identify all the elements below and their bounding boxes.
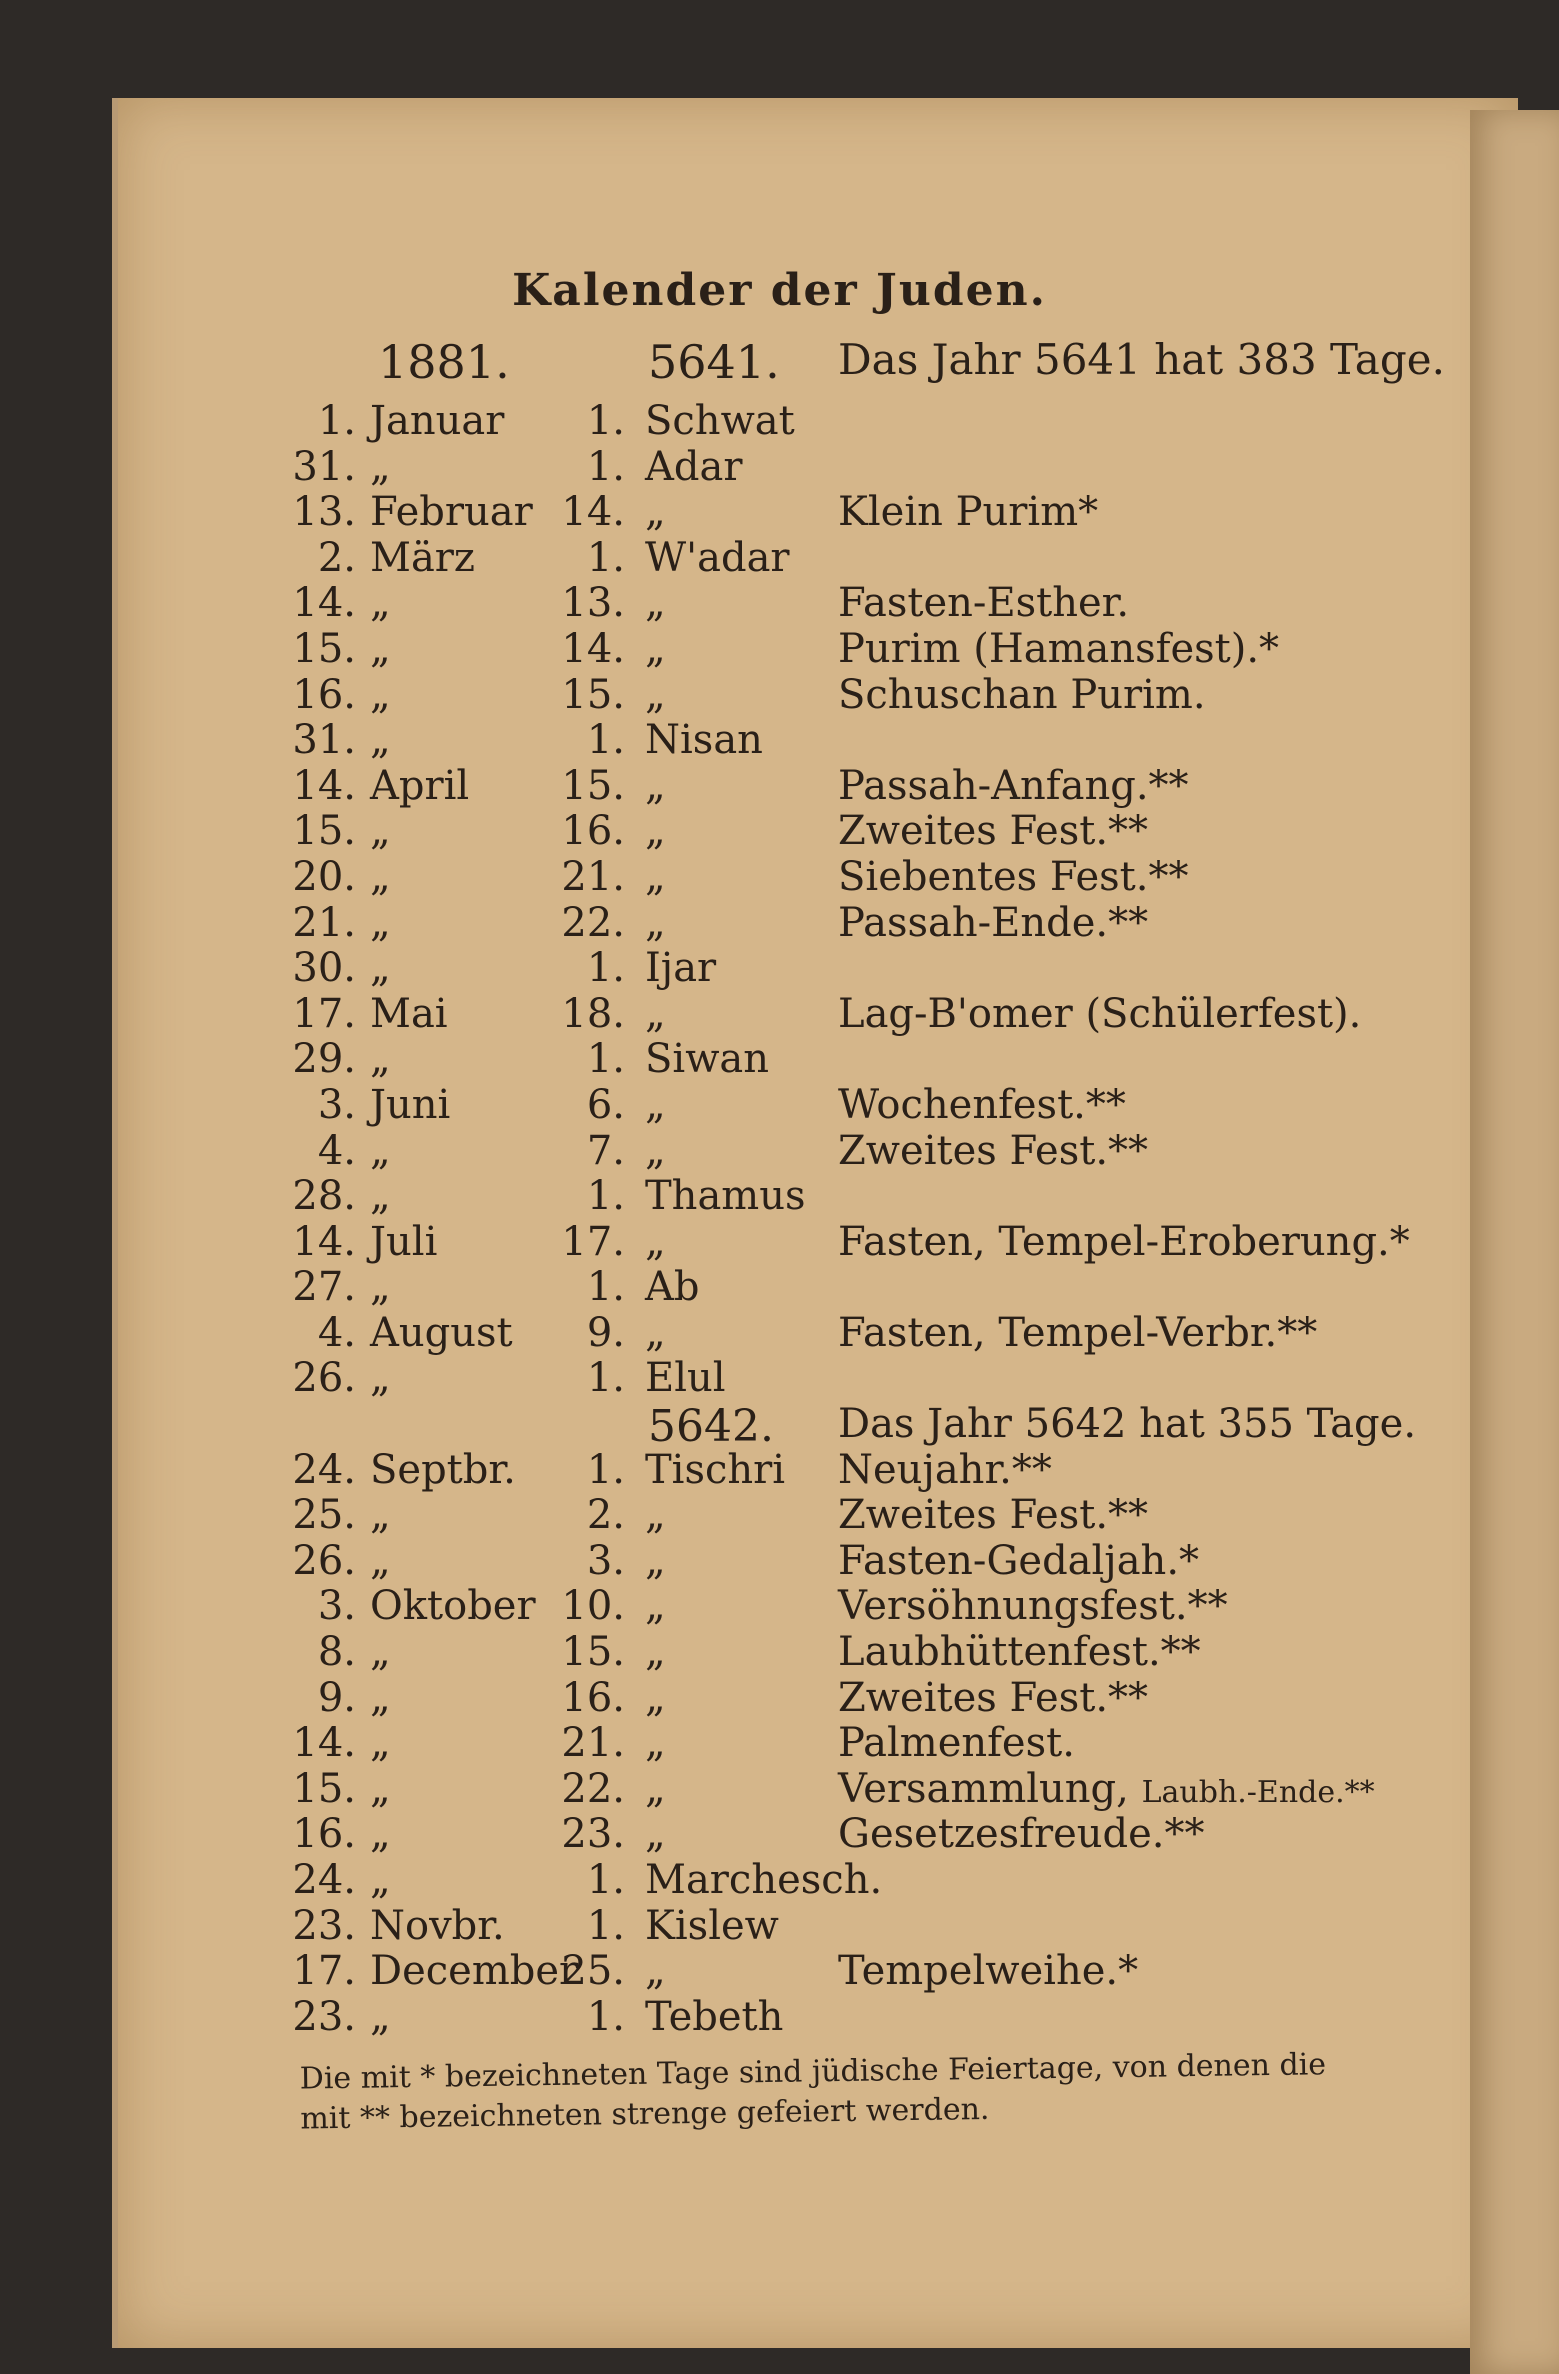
month-cell: „ — [370, 717, 391, 764]
month-cell: „ — [370, 443, 391, 490]
table-row — [0, 1994, 1559, 2040]
hebrew-day-cell: 1. — [586, 398, 625, 444]
table-row — [0, 1857, 1559, 1903]
hebrew-day-cell: 25. — [561, 1948, 625, 1995]
hebrew-day-cell: 21. — [561, 853, 625, 900]
month-cell: Oktober — [370, 1583, 536, 1630]
table-row — [0, 1264, 1559, 1310]
header-hebrew-year: 5641. — [648, 335, 780, 389]
hebrew-month-cell: „ — [645, 625, 666, 672]
hebrew-month-cell: „ — [645, 1583, 666, 1630]
table-row — [0, 398, 1559, 444]
hebrew-month-cell: „ — [645, 1629, 666, 1676]
hebrew-month-cell: Thamus — [645, 1173, 806, 1220]
day-cell: 13. — [292, 489, 356, 536]
day-cell: 3. — [317, 1081, 356, 1128]
hebrew-month-cell: Ab — [645, 1264, 700, 1311]
day-cell: 28. — [292, 1173, 356, 1220]
note-cell: Palmenfest. — [838, 1720, 1075, 1767]
table-row — [0, 1355, 1559, 1401]
hebrew-month-cell: Adar — [645, 443, 743, 490]
month-cell: „ — [370, 1264, 391, 1311]
hebrew-month-cell: „ — [645, 1537, 666, 1584]
hebrew-month-cell: „ — [645, 899, 666, 946]
header2-year-note: Das Jahr 5642 hat 355 Tage. — [838, 1401, 1417, 1448]
month-cell: „ — [370, 1036, 391, 1083]
hebrew-day-cell: 7. — [586, 1127, 625, 1174]
hebrew-day-cell: 1. — [586, 1902, 625, 1949]
day-cell: 14. — [292, 1720, 356, 1767]
table-row — [0, 535, 1559, 581]
day-cell: 4. — [317, 1309, 356, 1356]
hebrew-day-cell: 1. — [586, 443, 625, 490]
footnote: Die mit * bezeichneten Tage sind jüdische Feiertage, von denen die mit ** bezeichneten strenge gefeiert werden. — [299, 2047, 1327, 2137]
header-year: 1881. — [378, 335, 510, 389]
note-cell: Klein Purim* — [838, 489, 1099, 536]
day-cell: 3. — [317, 1583, 356, 1630]
month-cell: „ — [370, 1765, 391, 1812]
note-cell: Purim (Hamansfest).* — [838, 625, 1280, 672]
month-cell: „ — [370, 853, 391, 900]
hebrew-day-cell: 1. — [586, 1446, 625, 1493]
table-row — [0, 1219, 1559, 1265]
note-cell: Zweites Fest.** — [838, 1127, 1149, 1174]
hebrew-day-cell: 23. — [561, 1811, 625, 1858]
month-cell: „ — [370, 899, 391, 946]
day-cell: 1. — [317, 398, 356, 444]
note-cell: Versöhnungsfest.** — [838, 1583, 1228, 1630]
hebrew-day-cell: 1. — [586, 1173, 625, 1220]
day-cell: 16. — [292, 671, 356, 718]
month-cell: „ — [370, 1993, 391, 2040]
hebrew-day-cell: 14. — [561, 625, 625, 672]
table-row — [0, 580, 1559, 626]
hebrew-month-cell: „ — [645, 671, 666, 718]
hebrew-day-cell: 14. — [561, 489, 625, 536]
day-cell: 30. — [292, 945, 356, 992]
hebrew-month-cell: „ — [645, 762, 666, 809]
hebrew-day-cell: 1. — [586, 717, 625, 764]
year-divider-row — [0, 1401, 1559, 1453]
hebrew-month-cell: „ — [645, 853, 666, 900]
month-cell: „ — [370, 945, 391, 992]
hebrew-month-cell: Kislew — [645, 1902, 779, 1949]
hebrew-day-cell: 6. — [586, 1081, 625, 1128]
table-row — [0, 1629, 1559, 1675]
note-cell: Laubhüttenfest.** — [838, 1629, 1201, 1676]
month-cell: „ — [370, 808, 391, 855]
hebrew-day-cell: 15. — [561, 1629, 625, 1676]
month-cell: „ — [370, 1811, 391, 1858]
hebrew-day-cell: 22. — [561, 1765, 625, 1812]
day-cell: 14. — [292, 1218, 356, 1265]
hebrew-month-cell: „ — [645, 580, 666, 627]
hebrew-month-cell: „ — [645, 808, 666, 855]
table-row — [0, 717, 1559, 763]
hebrew-day-cell: 3. — [586, 1537, 625, 1584]
note-cell: Fasten-Esther. — [838, 580, 1130, 627]
hebrew-month-cell: Marchesch. — [645, 1857, 883, 1903]
day-cell: 20. — [292, 853, 356, 900]
header2-hebrew-year: 5642. — [648, 1401, 774, 1453]
day-cell: 15. — [292, 1765, 356, 1812]
hebrew-month-cell: „ — [645, 1811, 666, 1858]
hebrew-month-cell: Tebeth — [645, 1993, 784, 2040]
hebrew-month-cell: Nisan — [645, 717, 763, 764]
table-row — [0, 1082, 1559, 1128]
hebrew-month-cell: „ — [645, 1081, 666, 1128]
table-row — [0, 1310, 1559, 1356]
note-cell: Wochenfest.** — [838, 1081, 1126, 1128]
note-cell: Schuschan Purim. — [838, 671, 1206, 718]
note-cell: Tempelweihe.* — [838, 1948, 1139, 1995]
table-row — [0, 854, 1559, 900]
hebrew-day-cell: 16. — [561, 808, 625, 855]
hebrew-day-cell: 10. — [561, 1583, 625, 1630]
table-row — [0, 945, 1559, 991]
month-cell: „ — [370, 1674, 391, 1721]
hebrew-day-cell: 13. — [561, 580, 625, 627]
hebrew-month-cell: Elul — [645, 1355, 726, 1402]
table-row — [0, 626, 1559, 672]
note-cell: Fasten, Tempel-Verbr.** — [838, 1309, 1318, 1356]
month-cell: „ — [370, 1173, 391, 1220]
hebrew-month-cell: „ — [645, 1674, 666, 1721]
table-row — [0, 1675, 1559, 1721]
day-cell: 24. — [292, 1446, 356, 1493]
table-row — [0, 1766, 1559, 1812]
table-row — [0, 1538, 1559, 1584]
day-cell: 26. — [292, 1355, 356, 1402]
hebrew-day-cell: 17. — [561, 1218, 625, 1265]
table-row — [0, 900, 1559, 946]
month-cell: Novbr. — [370, 1902, 505, 1949]
page-title: Kalender der Juden. — [512, 265, 1047, 316]
note-cell: Lag-B'omer (Schülerfest). — [838, 990, 1362, 1037]
note-small-text: Laubh.-Ende.** — [1141, 1774, 1375, 1810]
month-cell: „ — [370, 1492, 391, 1539]
hebrew-month-cell: Schwat — [645, 398, 795, 444]
hebrew-month-cell: „ — [645, 1218, 666, 1265]
day-cell: 26. — [292, 1537, 356, 1584]
month-cell: März — [370, 534, 475, 581]
table-row — [0, 991, 1559, 1037]
hebrew-month-cell: Siwan — [645, 1036, 770, 1083]
note-cell: Zweites Fest.** — [838, 808, 1149, 855]
table-row — [0, 1492, 1559, 1538]
note-cell: Fasten-Gedaljah.* — [838, 1537, 1200, 1584]
table-row — [0, 1903, 1559, 1949]
month-cell: „ — [370, 580, 391, 627]
month-cell: Juli — [370, 1218, 438, 1265]
hebrew-month-cell: W'adar — [645, 534, 790, 581]
table-row — [0, 1583, 1559, 1629]
month-cell: Mai — [370, 990, 448, 1037]
day-cell: 9. — [317, 1674, 356, 1721]
day-cell: 29. — [292, 1036, 356, 1083]
table-row — [0, 808, 1559, 854]
month-cell: „ — [370, 1355, 391, 1402]
table-row — [0, 672, 1559, 718]
note-cell — [838, 1766, 1375, 1812]
hebrew-day-cell: 1. — [586, 1993, 625, 2040]
month-cell: „ — [370, 671, 391, 718]
table-row — [0, 1811, 1559, 1857]
day-cell: 23. — [292, 1993, 356, 2040]
day-cell: 31. — [292, 443, 356, 490]
table-row — [0, 1720, 1559, 1766]
day-cell: 2. — [317, 534, 356, 581]
note-cell: Zweites Fest.** — [838, 1492, 1149, 1539]
hebrew-day-cell: 1. — [586, 1036, 625, 1083]
day-cell: 4. — [317, 1127, 356, 1174]
month-cell: December — [370, 1948, 579, 1995]
table-row — [0, 444, 1559, 490]
month-cell: Februar — [370, 489, 533, 536]
hebrew-day-cell: 21. — [561, 1720, 625, 1767]
hebrew-month-cell: „ — [645, 489, 666, 536]
hebrew-day-cell: 18. — [561, 990, 625, 1037]
hebrew-day-cell: 1. — [586, 534, 625, 581]
day-cell: 8. — [317, 1629, 356, 1676]
hebrew-day-cell: 1. — [586, 1355, 625, 1402]
day-cell: 17. — [292, 990, 356, 1037]
day-cell: 24. — [292, 1857, 356, 1903]
hebrew-month-cell: Tischri — [645, 1446, 786, 1493]
hebrew-month-cell: „ — [645, 1948, 666, 1995]
month-cell: August — [370, 1309, 513, 1356]
hebrew-day-cell: 1. — [586, 1264, 625, 1311]
month-cell: Juni — [370, 1081, 451, 1128]
day-cell: 15. — [292, 808, 356, 855]
month-cell: „ — [370, 1720, 391, 1767]
hebrew-day-cell: 2. — [586, 1492, 625, 1539]
month-cell: Septbr. — [370, 1446, 516, 1493]
table-row — [0, 1128, 1559, 1174]
day-cell: 16. — [292, 1811, 356, 1858]
hebrew-day-cell: 9. — [586, 1309, 625, 1356]
note-cell: Fasten, Tempel-Eroberung.* — [838, 1218, 1410, 1265]
note-cell: Siebentes Fest.** — [838, 853, 1189, 900]
day-cell: 23. — [292, 1902, 356, 1949]
month-cell: „ — [370, 1537, 391, 1584]
hebrew-month-cell: „ — [645, 1309, 666, 1356]
month-cell: Januar — [370, 398, 505, 444]
calendar-table — [0, 398, 1559, 2039]
hebrew-month-cell: „ — [645, 1127, 666, 1174]
month-cell: „ — [370, 1857, 391, 1903]
note-cell: Passah-Ende.** — [838, 899, 1149, 946]
hebrew-month-cell: „ — [645, 990, 666, 1037]
month-cell: April — [370, 762, 470, 809]
note-cell: Zweites Fest.** — [838, 1674, 1149, 1721]
day-cell: 25. — [292, 1492, 356, 1539]
table-row — [0, 1447, 1559, 1493]
hebrew-month-cell: „ — [645, 1492, 666, 1539]
note-cell: Neujahr.** — [838, 1446, 1052, 1493]
day-cell: 27. — [292, 1264, 356, 1311]
month-cell: „ — [370, 1629, 391, 1676]
hebrew-day-cell: 15. — [561, 762, 625, 809]
month-cell: „ — [370, 625, 391, 672]
day-cell: 14. — [292, 762, 356, 809]
day-cell: 31. — [292, 717, 356, 764]
header-year-note: Das Jahr 5641 hat 383 Tage. — [838, 335, 1445, 384]
table-row — [0, 1173, 1559, 1219]
table-row — [0, 763, 1559, 809]
hebrew-day-cell: 1. — [586, 1857, 625, 1903]
hebrew-month-cell: „ — [645, 1720, 666, 1767]
day-cell: 15. — [292, 625, 356, 672]
table-row — [0, 1036, 1559, 1082]
note-cell: Passah-Anfang.** — [838, 762, 1189, 809]
hebrew-day-cell: 16. — [561, 1674, 625, 1721]
day-cell: 17. — [292, 1948, 356, 1995]
table-row — [0, 489, 1559, 535]
table-row — [0, 1948, 1559, 1994]
month-cell: „ — [370, 1127, 391, 1174]
day-cell: 21. — [292, 899, 356, 946]
hebrew-day-cell: 1. — [586, 945, 625, 992]
day-cell: 14. — [292, 580, 356, 627]
note-cell: Gesetzesfreude.** — [838, 1811, 1205, 1858]
hebrew-month-cell: „ — [645, 1765, 666, 1812]
hebrew-day-cell: 15. — [561, 671, 625, 718]
note-main-text: Versammlung, — [838, 1765, 1129, 1812]
hebrew-day-cell: 22. — [561, 899, 625, 946]
hebrew-month-cell: Ijar — [645, 945, 717, 992]
